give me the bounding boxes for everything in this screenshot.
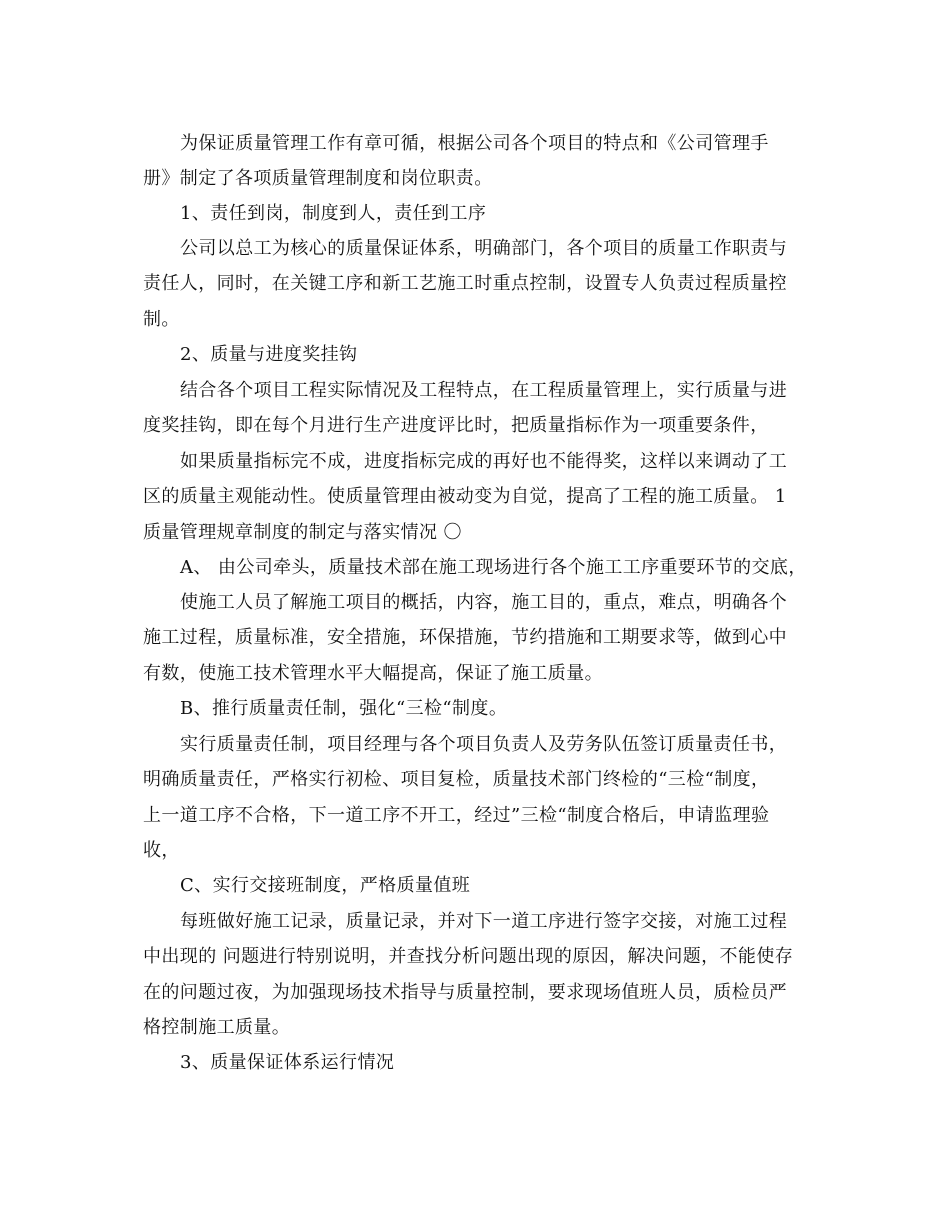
text-line: 上一道工序不合格，下一道工序不开工，经过”三检“制度合格后，申请监理验	[143, 805, 770, 826]
text-line: 每班做好施工记录，质量记录，并对下一道工序进行签字交接，对施工过程	[180, 911, 788, 932]
text-line: B、推行质量责任制，强化“三检“制度。	[180, 698, 508, 719]
text-line: 如果质量指标完不成，进度指标完成的再好也不能得奖，这样以来调动了工	[180, 451, 788, 472]
text-line: 明确质量责任，严格实行初检、项目复检，质量技术部门终检的“三检“制度，	[143, 769, 770, 790]
text-line: 1、责任到岗，制度到人，责任到工序	[180, 203, 487, 224]
text-line: 施工过程，质量标准，安全措施，环保措施，节约措施和工期要求等，做到心中	[143, 627, 787, 648]
text-line: 有数，使施工技术管理水平大幅提高，保证了施工质量。	[143, 663, 603, 684]
text-line: 结合各个项目工程实际情况及工程特点，在工程质量管理上，实行质量与进	[180, 380, 788, 401]
text-line: A、 由公司牵头，质量技术部在施工现场进行各个施工工序重要环节的交底，	[180, 557, 807, 578]
text-line: 使施工人员了解施工项目的概括，内容，施工目的，重点，难点，明确各个	[180, 592, 788, 613]
text-line: 格控制施工质量。	[143, 1017, 291, 1038]
text-line: 收，	[143, 840, 180, 861]
text-line: 3、质量保证体系运行情况	[180, 1052, 395, 1073]
text-line: 区的质量主观能动性。使质量管理由被动变为自觉，提高了工程的施工质量。 1	[143, 486, 787, 507]
text-line: 制。	[143, 309, 180, 330]
text-line: 实行质量责任制，项目经理与各个项目负责人及劳务队伍签订质量责任书，	[180, 734, 788, 755]
text-line: 在的问题过夜，为加强现场技术指导与质量控制，要求现场值班人员，质检员严	[143, 982, 787, 1003]
text-line: 质量管理规章制度的制定与落实情况 〇	[143, 522, 462, 543]
text-line: C、实行交接班制度，严格质量值班	[180, 875, 471, 896]
text-line: 为保证质量管理工作有章可循，根据公司各个项目的特点和《公司管理手	[180, 133, 769, 154]
text-line: 责任人，同时，在关键工序和新工艺施工时重点控制，设置专人负责过程质量控	[143, 273, 787, 294]
text-line: 册》制定了各项质量管理制度和岗位职责。	[143, 168, 493, 189]
text-line: 2、质量与进度奖挂钩	[180, 344, 358, 365]
text-line: 度奖挂钩，即在每个月进行生产进度评比时，把质量指标作为一项重要条件，	[143, 415, 769, 436]
text-line: 中出现的 问题进行特别说明，并查找分析问题出现的原因，解决问题，不能使存	[143, 946, 794, 967]
text-line: 公司以总工为核心的质量保证体系，明确部门，各个项目的质量工作职责与	[180, 238, 788, 259]
